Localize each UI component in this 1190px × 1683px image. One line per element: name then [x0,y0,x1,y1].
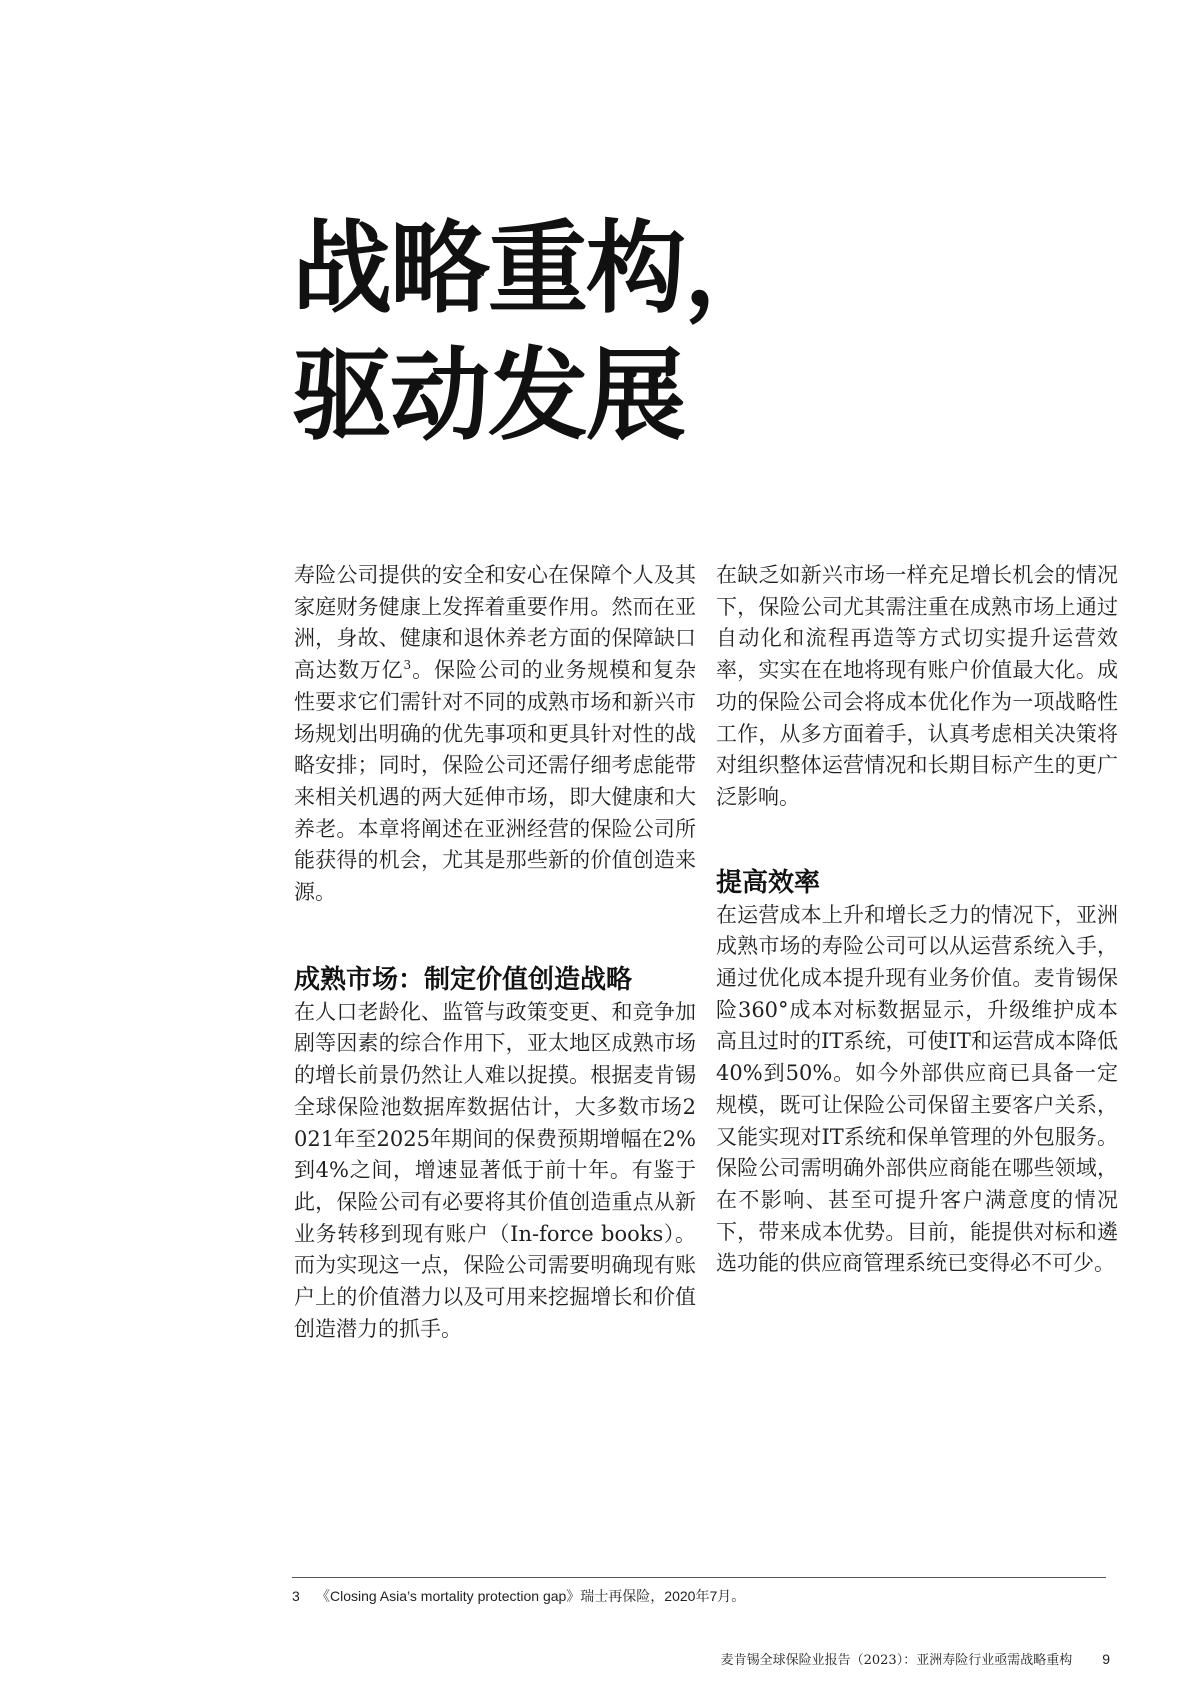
intro-text-continued: 。保险公司的业务规模和复杂性要求它们需针对不同的成熟市场和新兴市场规划出明确的优先事项和更具针对性的战略安排；同时，保险公司还需仔细考虑能带来相关机遇的两大延伸市场，即大健康和大养老。本章将阐述在亚洲经营的保险公司所能获得的机会，尤其是那些新的价值创造来源。 [294,658,697,905]
intro-text: 寿险公司提供的安全和安心在保障个人及其家庭财务健康上发挥着重要作用。然而在亚洲，身故、健康和退休养老方面的保障缺口高达数万亿 [294,563,696,683]
footnote-divider [292,1577,1106,1578]
footnote-text: 《Closing Asia’s mortality protection gap》瑞士再保险，2020年7月。 [316,1588,746,1604]
operational-efficiency-paragraph: 在缺乏如新兴市场一样充足增长机会的情况下，保险公司尤其需注重在成熟市场上通过自动化和流程再造等方式切实提升运营效率，实实在在地将现有账户价值最大化。成功的保险公司会将成本优化作为一项战略性工作，从多方面着手，认真考虑相关决策将对组织整体运营情况和长期目标产生的更广泛影响。 [716,563,1118,809]
intro-paragraph [294,560,696,909]
title-line-1: 战略重构， [292,209,782,327]
section-heading-improve-efficiency: 提高效率 [716,867,821,898]
footnote-reference[interactable]: 3 [403,658,412,673]
left-column [294,560,696,1345]
mature-markets-paragraph: 在人口老龄化、监管与政策变更、和竞争加剧等因素的综合作用下，亚太地区成熟市场的增长前景仍然让人难以捉摸。根据麦肯锡全球保险池数据库数据估计，大多数市场2021年至2025年期间的保费预期增幅在2%到4%之间，增速显著低于前十年。有鉴于此，保险公司有必要将其价值创造重点从新业务转移到现有账户（In-force books）。而为实现这一点，保险公司需要明确现有账户上的价值潜力以及可用来挖掘增长和价值创造潜力的抓手。 [294,999,696,1341]
page-title [292,205,912,459]
improve-efficiency-paragraph: 在运营成本上升和增长乏力的情况下，亚洲成熟市场的寿险公司可以从运营系统入手，通过优化成本提升现有业务价值。麦肯锡保险360°成本对标数据显示，升级维护成本高且过时的IT系统，可使IT和运营成本降低40%到50%。如今外部供应商已具备一定规模，既可让保险公司保留主要客户关系，又能实现对IT系统和保单管理的外包服务。保险公司需明确外部供应商能在哪些领域，在不影响、甚至可提升客户满意度的情况下，带来成本优势。目前，能提供对标和遴选功能的供应商管理系统已变得必不可少。 [716,902,1118,1276]
page-footer [721,1650,1110,1670]
footnote [292,1586,1106,1606]
footer-report-title: 麦肯锡全球保险业报告（2023）：亚洲寿险行业亟需战略重构 [720,1653,1073,1668]
title-line-2: 驱动发展 [292,336,684,454]
section-heading-mature-markets: 成熟市场：制定价值创造战略 [294,964,633,995]
right-column [716,560,1118,1280]
footnote-number: 3 [292,1588,300,1604]
page-number: 9 [1102,1651,1110,1667]
